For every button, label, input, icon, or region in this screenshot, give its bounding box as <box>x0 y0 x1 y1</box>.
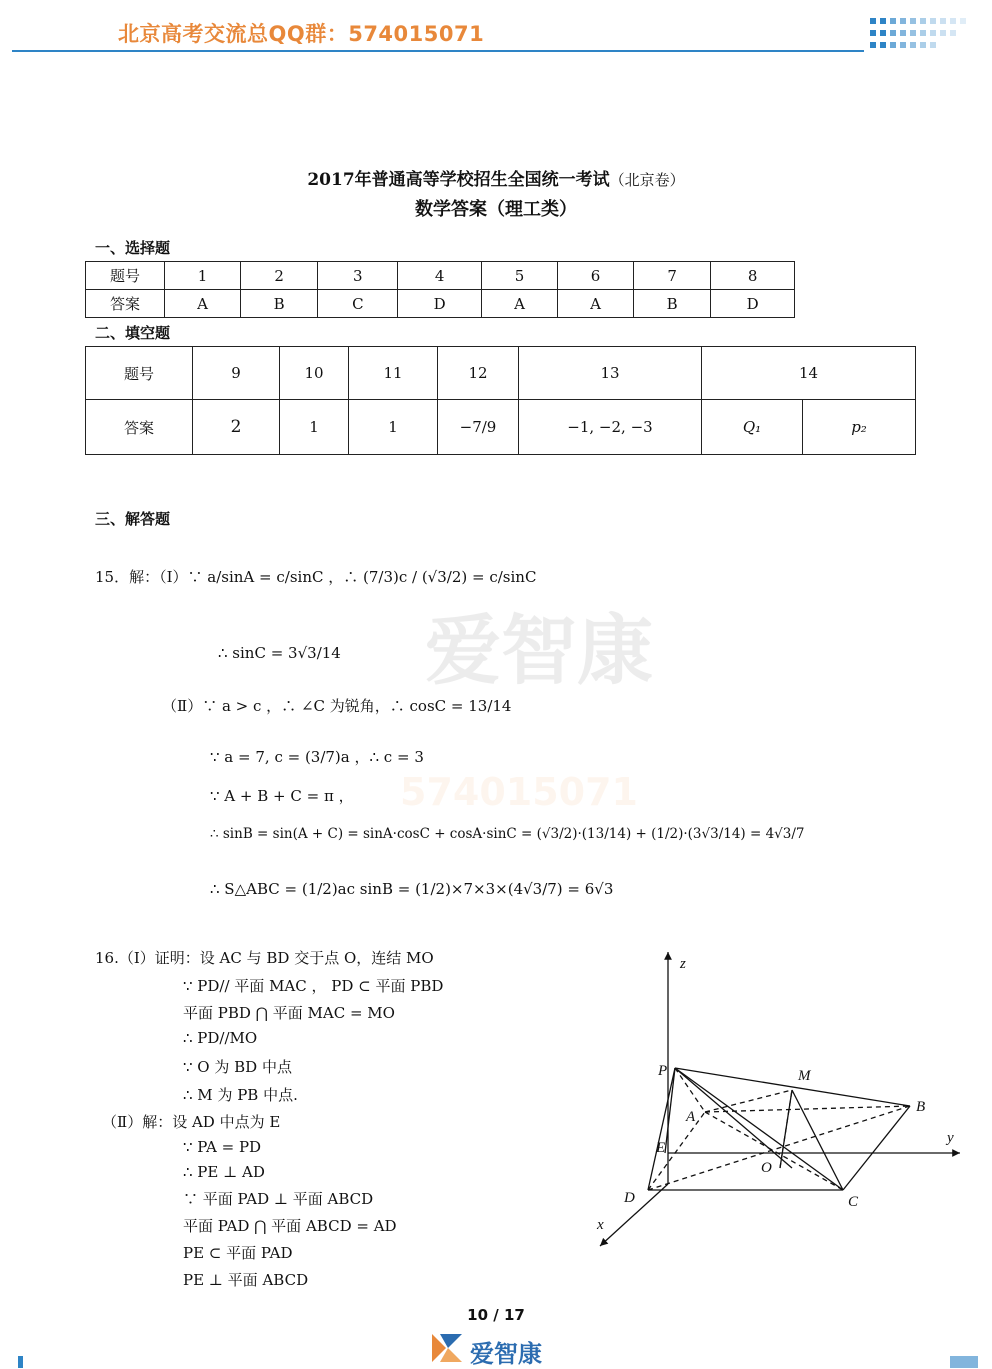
exam-title-suffix: （北京卷） <box>609 171 685 189</box>
label-O: O <box>761 1160 772 1176</box>
q16-line-11: 平面 PAD ⋂ 平面 ABCD = AD <box>183 1217 397 1235</box>
question-number: 9 <box>193 347 280 400</box>
label-A: A <box>686 1109 696 1125</box>
page-number: 10 / 17 <box>467 1306 525 1324</box>
label-M: M <box>798 1068 811 1084</box>
footer-mark-right <box>950 1356 978 1368</box>
watermark-number: 574015071 <box>400 770 638 814</box>
question-number: 1 <box>165 262 241 290</box>
question-number: 4 <box>398 262 482 290</box>
question-number: 13 <box>519 347 702 400</box>
brand-logo-icon <box>430 1332 464 1364</box>
q16-line-6: ∴ M 为 PB 中点. <box>183 1086 298 1104</box>
watermark-brand: 爱智康 <box>425 606 653 695</box>
table-row <box>86 290 795 318</box>
q16-line-10: ∵ 平面 PAD ⊥ 平面 ABCD <box>183 1190 374 1208</box>
q16-line-2: ∵ PD// 平面 MAC ， PD ⊂ 平面 PBD <box>183 977 444 995</box>
question-number: 12 <box>438 347 519 400</box>
q15-line-6: ∴ sinB = sin(A + C) = sinA·cosC + cosA·sinC = (√3/2)·(13/14) + (1/2)·(3√3/14) = 4√3/7 <box>210 826 805 842</box>
question-number: 3 <box>318 262 398 290</box>
label-B: B <box>916 1099 926 1115</box>
q16-line-4: ∴ PD//MO <box>183 1029 258 1047</box>
choice-answer-table <box>85 261 795 318</box>
label-E: E <box>656 1140 666 1156</box>
q16-line-1: 16.（Ⅰ）证明：设 AC 与 BD 交于点 O，连结 MO <box>95 949 434 967</box>
section-choice-heading: 一、选择题 <box>95 239 171 257</box>
label-D: D <box>624 1190 635 1206</box>
label-P: P <box>658 1063 668 1079</box>
q15-line-5: ∵ A + B + C = π ， <box>210 787 354 805</box>
answer-cell: C <box>318 290 398 318</box>
question-number: 8 <box>711 262 795 290</box>
q16-line-9: ∴ PE ⊥ AD <box>183 1163 265 1181</box>
section-solution-heading: 三、解答题 <box>95 510 171 528</box>
answer-cell: p₂ <box>803 400 916 455</box>
footer-brand-name: 爱智康 <box>470 1340 542 1368</box>
q16-line-7: （Ⅱ）解：设 AD 中点为 E <box>102 1113 281 1131</box>
answer-cell: Q₁ <box>702 400 803 455</box>
answer-cell: A <box>558 290 634 318</box>
answer-cell: B <box>634 290 711 318</box>
q16-line-8: ∵ PA = PD <box>183 1138 262 1156</box>
answer-cell: −7/9 <box>438 400 519 455</box>
footer-mark-left <box>18 1356 23 1368</box>
exam-subtitle: 数学答案（理工类） <box>415 199 577 220</box>
row-label: 答案 <box>86 400 193 455</box>
table-row <box>86 347 916 400</box>
table-row <box>86 400 916 455</box>
row-label: 答案 <box>86 290 165 318</box>
pyramid-figure <box>580 940 980 1260</box>
exam-title-main: 2017年普通高等学校招生全国统一考试 <box>307 170 610 190</box>
row-label: 题号 <box>86 347 193 400</box>
answer-cell: D <box>398 290 482 318</box>
fill-answer-table <box>85 346 916 455</box>
label-x: x <box>597 1217 604 1233</box>
q15-line-3: （Ⅱ）∵ a > c ，∴ ∠C 为锐角，∴ cosC = 13/14 <box>162 697 512 715</box>
answer-cell: 1 <box>349 400 438 455</box>
section-fill-heading: 二、填空题 <box>95 324 171 342</box>
question-number: 11 <box>349 347 438 400</box>
question-number: 5 <box>482 262 558 290</box>
header-rule <box>12 50 864 52</box>
question-number: 7 <box>634 262 711 290</box>
row-label: 题号 <box>86 262 165 290</box>
q16-line-12: PE ⊂ 平面 PAD <box>183 1244 293 1262</box>
question-number: 14 <box>702 347 916 400</box>
answer-cell: A <box>482 290 558 318</box>
answer-cell: B <box>241 290 318 318</box>
q15-line-2: ∴ sinC = 3√3/14 <box>218 644 341 662</box>
qq-group-banner: 北京高考交流总QQ群：574015071 <box>118 22 485 46</box>
header-dot-pattern <box>868 16 978 52</box>
q16-line-13: PE ⊥ 平面 ABCD <box>183 1271 309 1289</box>
q16-line-3: 平面 PBD ⋂ 平面 MAC = MO <box>183 1004 395 1022</box>
answer-cell: −1, −2, −3 <box>519 400 702 455</box>
exam-title <box>0 165 992 190</box>
answer-cell: D <box>711 290 795 318</box>
table-row <box>86 262 795 290</box>
label-C: C <box>848 1194 859 1210</box>
q15-line-7: ∴ S△ABC = (1/2)ac sinB = (1/2)×7×3×(4√3/7) = 6√3 <box>210 880 614 898</box>
answer-cell: 2 <box>193 400 280 455</box>
label-y: y <box>947 1130 954 1146</box>
label-z: z <box>680 956 686 972</box>
question-number: 10 <box>280 347 349 400</box>
q16-line-5: ∵ O 为 BD 中点 <box>183 1058 292 1076</box>
answer-cell: 1 <box>280 400 349 455</box>
question-number: 2 <box>241 262 318 290</box>
question-number: 6 <box>558 262 634 290</box>
q15-line-4: ∵ a = 7, c = (3/7)a ，∴ c = 3 <box>210 748 424 766</box>
answer-cell: A <box>165 290 241 318</box>
q15-line-1: 15．解：（Ⅰ）∵ a/sinA = c/sinC ，∴ (7/3)c / (√3/2) = c/sinC <box>95 568 537 586</box>
